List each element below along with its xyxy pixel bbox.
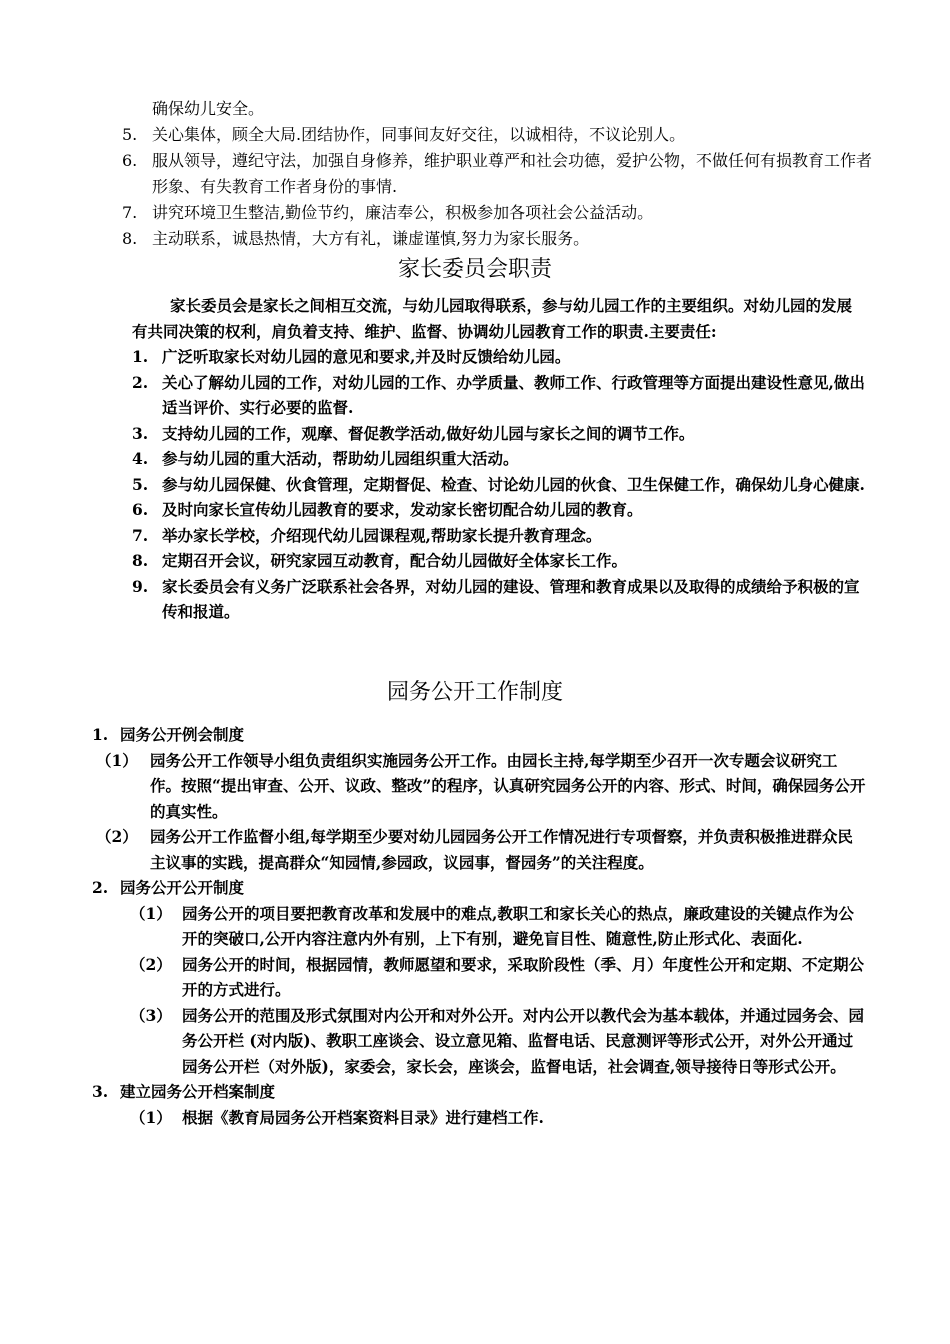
list-item [132,523,867,549]
list-item [132,344,867,370]
code-of-conduct-list [112,96,872,252]
list-item [132,446,867,472]
list-text: 园务公开的范围及形式氛围对内公开和对外公开。对内公开以教代会为基本载体，并通过园务会、园务公开栏 (对内版)、教职工座谈会、设立意见箱、监督电话、民意测评等形式公开，对外公开通过园务公开栏（对外版)，家委会，家长会，座谈会，监督电话，社会调查,领导接待日等形式公开。 [182,1005,865,1076]
list-text: 讲究环境卫生整洁,勤俭节约，廉洁奉公，积极参加各项社会公益活动。 [152,203,654,222]
list-number: 7. [132,525,149,545]
heading-text: 园务公开例会制度 [120,725,245,744]
list-text: 举办家长学校，介绍现代幼儿园课程观,帮助家长提升教育理念。 [162,525,602,545]
list-text: 及时向家长宣传幼儿园教育的要求，发动家长密切配合幼儿园的教育。 [162,500,643,519]
list-text: 关心了解幼儿园的工作，对幼儿园的工作、办学质量、教师工作、行政管理等方面提出建设性意见,做出适当评价、实行必要的监督. [162,372,865,417]
list-number: 9. [132,576,149,596]
list-text: 园务公开的项目要把教育改革和发展中的难点,教职工和家长关心的热点，廉政建设的关键点作为公开的突破口,公开内容注意内外有别，上下有别，避免盲目性、随意性,防止形式化、表面化. [182,903,854,948]
list-number: 1. [132,347,149,366]
heading-number: 1. [92,725,109,744]
list-text: 园务公开工作监督小组,每学期至少要对幼儿园园务公开工作情况进行专项督察，并负责积极推进群众民主议事的实践，提高群众“知园情,参园政，议园事，督园务”的关注程度。 [150,827,853,872]
list-number: （1） [130,1107,172,1127]
list-number: （3） [130,1005,172,1025]
list-text: 主动联系，诚恳热情，大方有礼，谦虚谨慎,努力为家长服务。 [152,229,590,248]
heading-disclosure-system [92,875,867,901]
list-text: 参与幼儿园的重大活动，帮助幼儿园组织重大活动。 [162,449,519,468]
list-number: 6. [122,151,138,170]
list-number: 3. [132,423,149,443]
list-number: 5. [122,125,138,144]
list-text: 广泛听取家长对幼儿园的意见和要求,并及时反馈给幼儿园。 [162,347,571,366]
list-text: 参与幼儿园保健、伙食管理，定期督促、检查、讨论幼儿园的伙食、卫生保健工作，确保幼儿身心健康. [162,474,865,494]
list-number: 2. [132,372,149,392]
parent-committee-section [132,293,867,625]
heading-text: 建立园务公开档案制度 [120,1082,276,1101]
continuation-text: 确保幼儿安全。 [152,99,265,118]
list-number: （2） [96,827,138,846]
list-item [92,824,867,875]
heading-archive-system [92,1079,867,1105]
heading-number: 3. [92,1082,109,1101]
list-text: 家长委员会有义务广泛联系社会各界，对幼儿园的建设、管理和教育成果以及取得的成绩给予积极的宣传和报道。 [162,576,860,621]
list-text: 关心集体，顾全大局.团结协作，同事间友好交往，以诚相待，不议论别人。 [152,125,686,144]
list-number: 8. [132,551,149,570]
list-item [132,497,867,523]
list-text: 服从领导，遵纪守法，加强自身修养，维护职业尊严和社会功德，爱护公物，不做任何有损教育工作者形象、有失教育工作者身份的事情. [152,151,873,196]
heading-meeting-system [92,722,867,748]
list-text: 园务公开的时间，根据园情，教师愿望和要求，采取阶段性（季、月）年度性公开和定期、不定期公开的方式进行。 [182,954,865,999]
list-item [112,200,872,226]
list-item [132,548,867,574]
list-item [92,952,867,1003]
list-number: （2） [130,954,172,974]
list-item [92,901,867,952]
list-text: 支持幼儿园的工作，观摩、督促教学活动,做好幼儿园与家长之间的调节工作。 [162,423,695,443]
list-item [132,370,867,421]
heading-text: 园务公开公开制度 [120,878,245,897]
list-item [132,472,867,498]
parent-committee-title: 家长委员会职责 [397,257,552,282]
list-item [132,574,867,625]
list-item [92,1105,867,1131]
list-item [92,1003,867,1080]
disclosure-system-title: 园务公开工作制度 [386,680,563,705]
list-number: （1） [96,750,138,770]
list-item [92,748,867,825]
list-number: （1） [130,903,172,923]
list-number: 4. [132,449,149,468]
list-number: 6. [132,500,149,519]
list-item [112,122,872,148]
list-item [112,226,872,252]
list-item [112,148,872,200]
heading-number: 2. [92,878,109,897]
list-number: 5. [132,474,149,494]
list-text: 定期召开会议，研究家园互动教育，配合幼儿园做好全体家长工作。 [162,551,628,570]
list-number: 8. [122,229,138,248]
list-text: 根据《教育局园务公开档案资料目录》进行建档工作. [182,1107,544,1127]
list-number: 7. [122,203,138,222]
list-text: 园务公开工作领导小组负责组织实施园务公开工作。由园长主持,每学期至少召开一次专题会议研究工作。按照“提出审查、公开、议政、整改”的程序，认真研究园务公开的内容、形式、时间，确保园务公开的真实性。 [150,750,866,821]
intro-paragraph: 家长委员会是家长之间相互交流，与幼儿园取得联系，参与幼儿园工作的主要组织。对幼儿园的发展有共同决策的权利，肩负着支持、维护、监督、协调幼儿园教育工作的职责.主要责任: [132,296,853,341]
disclosure-system-section [92,722,867,1130]
list-item [132,421,867,447]
